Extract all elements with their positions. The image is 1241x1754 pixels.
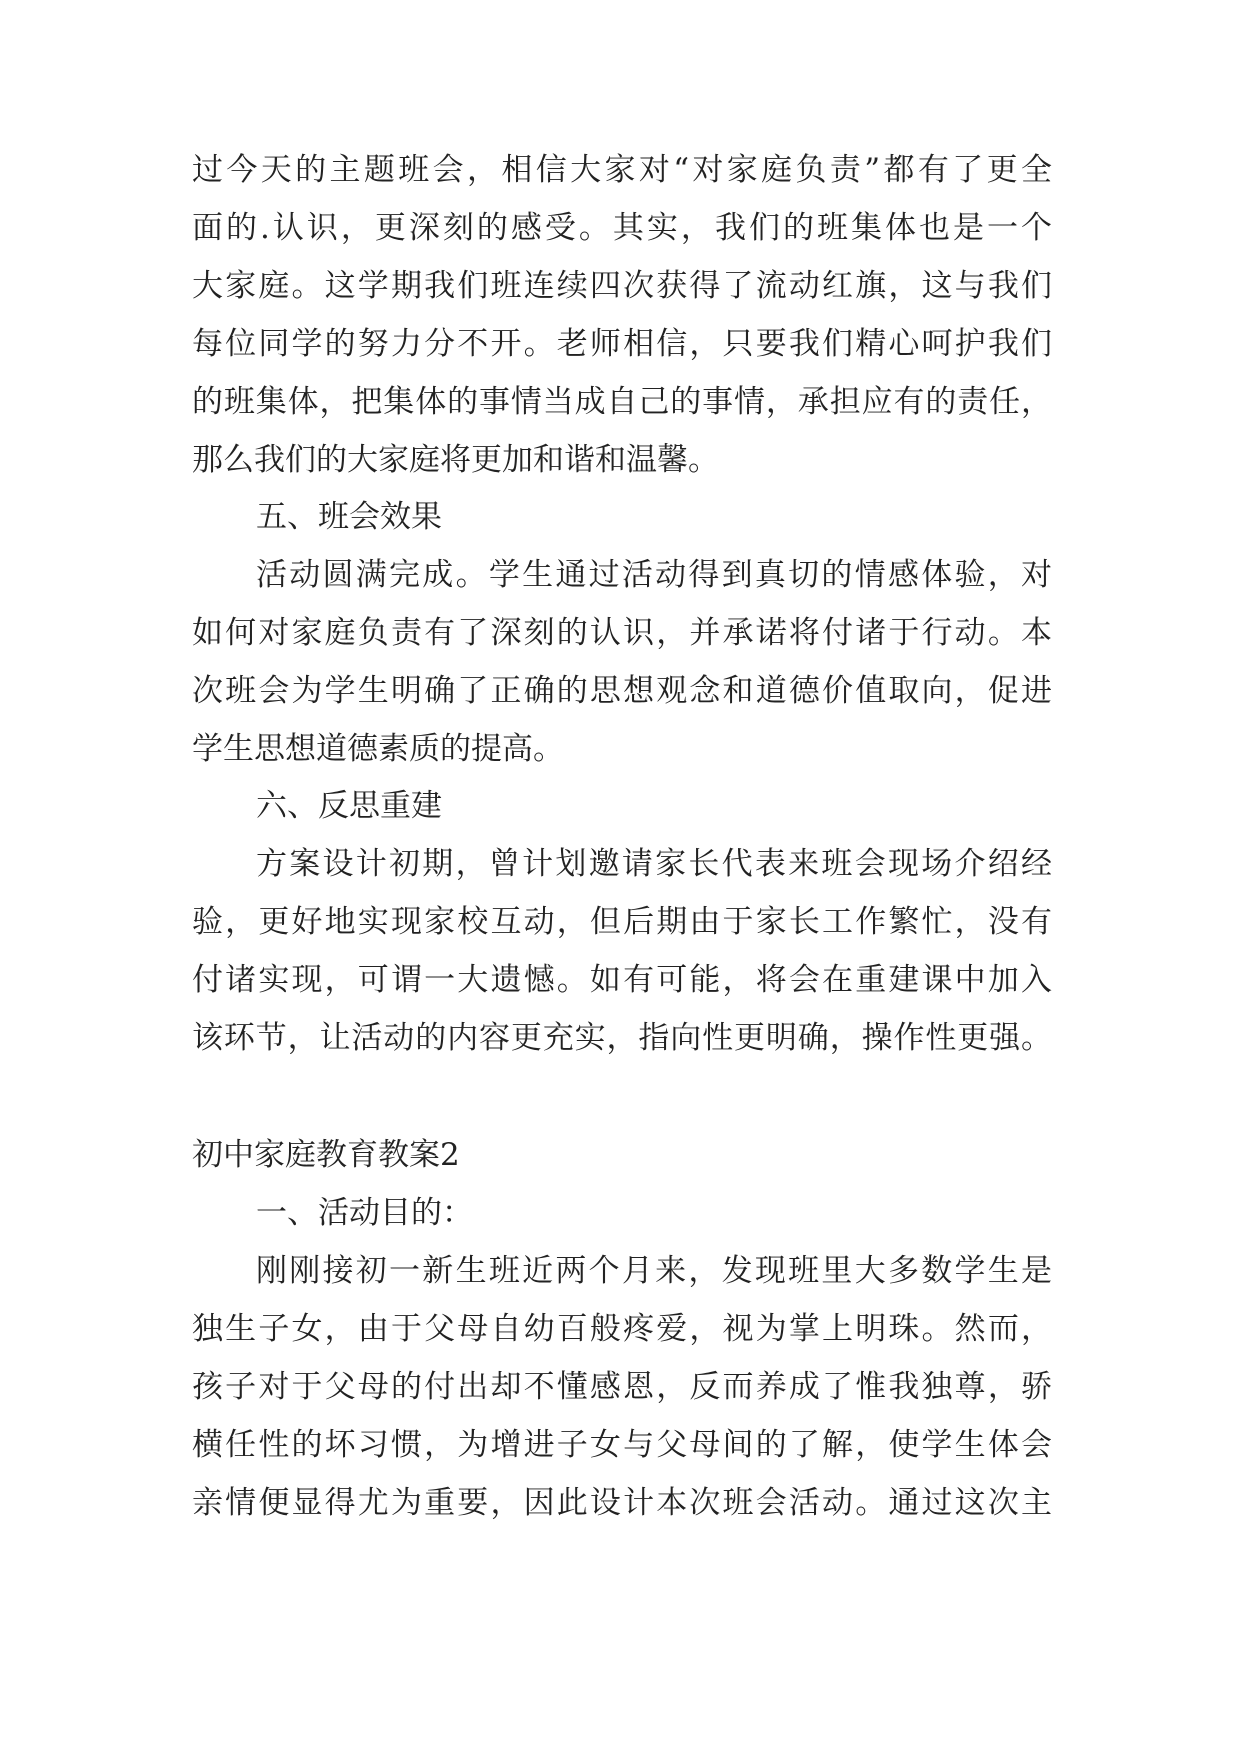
section-heading: 五、班会效果 xyxy=(256,499,442,535)
body-text-line: 活动圆满完成。学生通过活动得到真切的情感体验，对 xyxy=(256,557,1052,593)
document-title: 初中家庭教育教案2 xyxy=(192,1137,460,1173)
body-text-line: 面的.认识，更深刻的感受。其实，我们的班集体也是一个 xyxy=(192,210,1052,246)
body-text-line: 学生思想道德素质的提高。 xyxy=(192,731,564,767)
body-text-line: 横任性的坏习惯，为增进子女与父母间的了解，使学生体会 xyxy=(192,1427,1052,1463)
body-text-line: 刚刚接初一新生班近两个月来，发现班里大多数学生是 xyxy=(256,1253,1052,1289)
body-text-line: 次班会为学生明确了正确的思想观念和道德价值取向，促进 xyxy=(192,673,1052,709)
body-text-line: 如何对家庭负责有了深刻的认识，并承诺将付诸于行动。本 xyxy=(192,615,1052,651)
body-text-line: 亲情便显得尤为重要，因此设计本次班会活动。通过这次主 xyxy=(192,1485,1052,1521)
body-text-line: 每位同学的努力分不开。老师相信，只要我们精心呵护我们 xyxy=(192,326,1052,362)
body-text-line: 大家庭。这学期我们班连续四次获得了流动红旗，这与我们 xyxy=(192,268,1052,304)
body-text-line: 付诸实现，可谓一大遗憾。如有可能，将会在重建课中加入 xyxy=(192,962,1052,998)
body-text-line: 方案设计初期，曾计划邀请家长代表来班会现场介绍经 xyxy=(256,846,1052,882)
body-text-line: 孩子对于父母的付出却不懂感恩，反而养成了惟我独尊，骄 xyxy=(192,1369,1052,1405)
body-text-line: 验，更好地实现家校互动，但后期由于家长工作繁忙，没有 xyxy=(192,904,1052,940)
body-text-line: 的班集体，把集体的事情当成自己的事情，承担应有的责任， xyxy=(192,384,1052,420)
body-text-line: 那么我们的大家庭将更加和谐和温馨。 xyxy=(192,442,719,478)
body-text-line: 该环节，让活动的内容更充实，指向性更明确，操作性更强。 xyxy=(192,1020,1052,1056)
section-heading: 六、反思重建 xyxy=(256,788,442,824)
section-heading: 一、活动目的： xyxy=(256,1195,473,1231)
body-text-line: 独生子女，由于父母自幼百般疼爱，视为掌上明珠。然而， xyxy=(192,1311,1052,1347)
body-text-line: 过今天的主题班会，相信大家对“对家庭负责”都有了更全 xyxy=(192,152,1052,188)
